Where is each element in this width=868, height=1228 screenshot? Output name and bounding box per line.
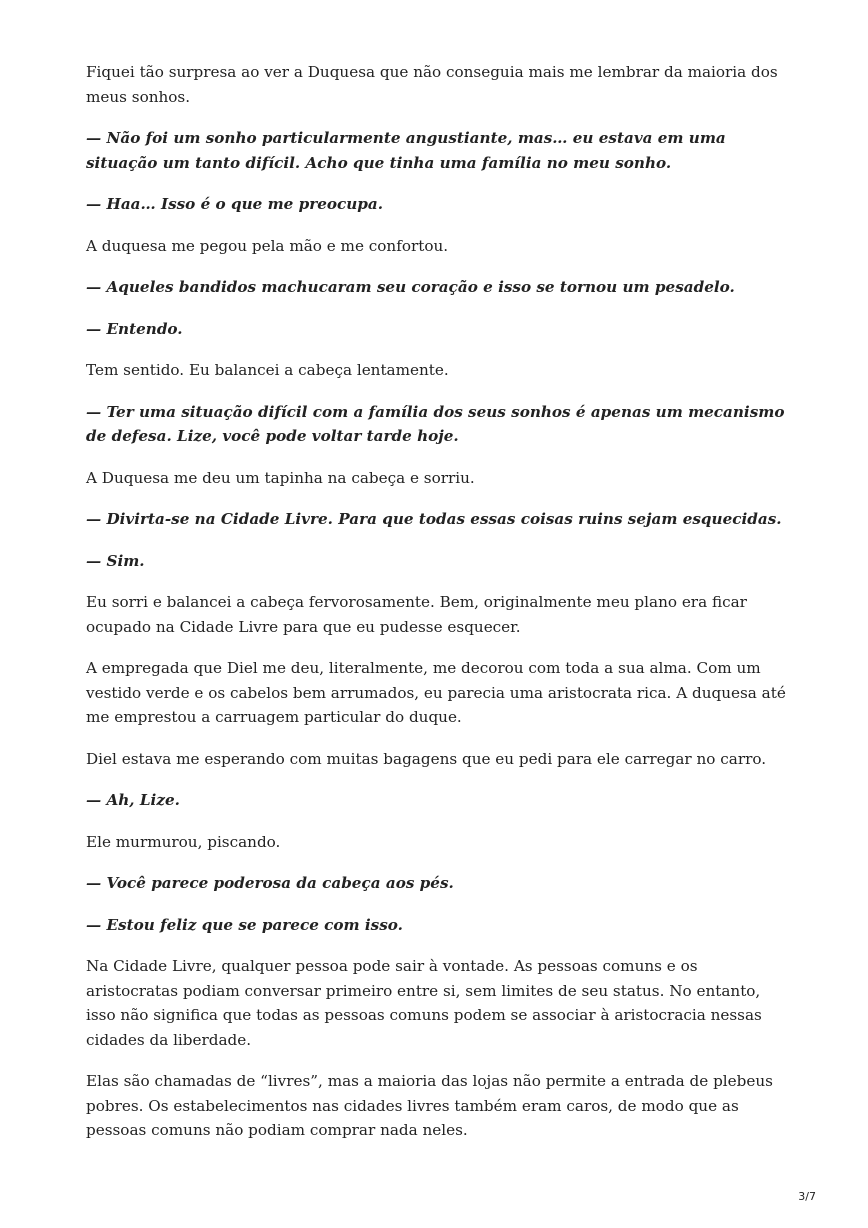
dialog-line: — Sim. <box>86 551 145 570</box>
dialog-line: — Você parece poderosa da cabeça aos pés. <box>86 874 454 892</box>
dialog-line: — Estou feliz que se parece com isso. <box>86 915 403 934</box>
paragraph: Ele murmurou, piscando. <box>86 832 281 851</box>
paragraph: Eu sorri e balancei a cabeça fervorosamente. Bem, originalmente meu plano era ficar ocupado na Cidade Livre para que eu pudesse esquecer. <box>86 593 747 636</box>
paragraph: A empregada que Diel me deu, literalmente, me decorou com toda a sua alma. Com um vestido verde e os cabelos bem arrumados, eu parecia uma aristocrata rica. A duquesa até me emprestou a carruagem particular do duque. <box>86 659 786 726</box>
paragraph: Fiquei tão surpresa ao ver a Duquesa que não conseguia mais me lembrar da maioria dos meus sonhos. <box>86 63 778 106</box>
dialog-line: — Haa… Isso é o que me preocupa. <box>86 195 384 213</box>
paragraph: Tem sentido. Eu balancei a cabeça lentamente. <box>86 361 449 379</box>
dialog-line: — Ah, Lize. <box>86 791 180 809</box>
dialog-line: — Entendo. <box>86 319 183 338</box>
paragraph: Na Cidade Livre, qualquer pessoa pode sair à vontade. As pessoas comuns e os aristocratas podiam conversar primeiro entre si, sem limites de seu status. No entanto, isso não significa que todas as pessoas comuns podem se associar à aristocracia nessas cidades da liberdade. <box>86 957 762 1049</box>
dialog-line: — Ter uma situação difícil com a família dos seus sonhos é apenas um mecanismo de defesa. Lize, você pode voltar tarde hoje. <box>86 402 785 445</box>
dialog-line: — Divirta-se na Cidade Livre. Para que todas essas coisas ruins sejam esquecidas. <box>86 510 782 528</box>
paragraph: A duquesa me pegou pela mão e me confortou. <box>86 236 449 255</box>
paragraph: Elas são chamadas de “livres”, mas a maioria das lojas não permite a entrada de plebeus pobres. Os estabelecimentos nas cidades livres também eram caros, de modo que as pessoas comuns não podiam comprar nada neles. <box>86 1072 773 1139</box>
paragraph: Diel estava me esperando com muitas bagagens que eu pedi para ele carregar no carro. <box>86 749 767 768</box>
dialog-line: — Aqueles bandidos machucaram seu coração e isso se tornou um pesadelo. <box>86 278 735 296</box>
paragraph: A Duquesa me deu um tapinha na cabeça e sorriu. <box>86 468 475 487</box>
page-number: 3/7 <box>798 1190 816 1203</box>
document-page <box>86 60 786 1160</box>
dialog-line: — Não foi um sonho particularmente angustiante, mas… eu estava em uma situação um tanto difícil. Acho que tinha uma família no meu sonho. <box>86 129 726 172</box>
